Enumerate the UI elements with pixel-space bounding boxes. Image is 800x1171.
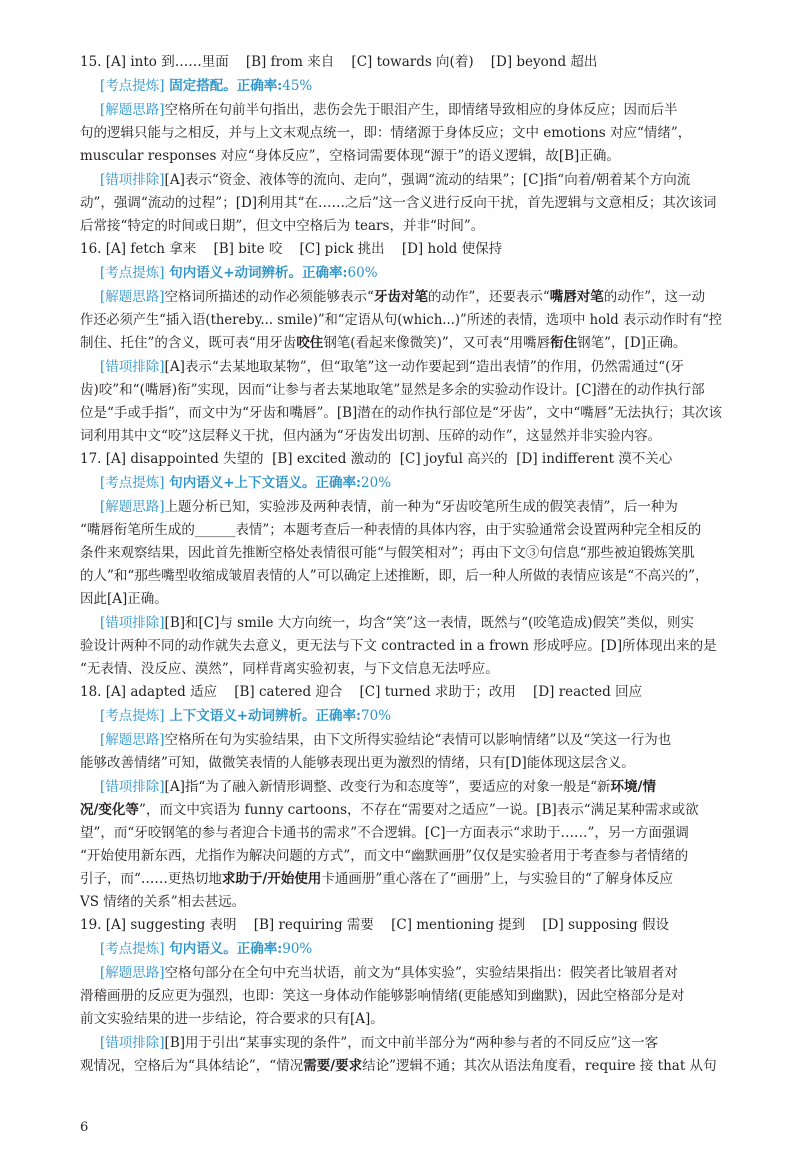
body-text: 验设计两种不同的动作就失去意义，更无法与下文 contracted in a frown 形成呼应。[D]所体现出来的是 <box>80 638 717 654</box>
body-text: 环境/情 <box>610 779 656 795</box>
label-text: [解题思路] <box>100 732 165 748</box>
body-text: 18. [A] adapted 适应 [B] catered 迎合 [C] turned 求助于；改用 [D] reacted 回应 <box>80 684 643 700</box>
body-text: 空格词所描述的动作必须能够表示“ <box>164 289 374 305</box>
label-text: 固定搭配。正确率: <box>164 78 283 94</box>
body-text: 句的逻辑只能与之相反，并与上文末观点统一，即：情绪源于身体反应；文中 emotions 对应“情绪”， <box>80 125 692 141</box>
body-text: 的动作”，这一动 <box>603 289 706 305</box>
body-text: 的动作”，还要表示“ <box>427 289 550 305</box>
body-text: [B]用于引出“某事实现的条件”，而文中前半部分为“两种参与者的不同反应”这一客 <box>164 1035 659 1051</box>
body-text: 15. [A] into 到……里面 [B] from 来自 [C] towards 向(着) [D] beyond 超出 <box>80 54 598 70</box>
body-text: 后常接“特定的时间或日期”，但文中空格后为 tears，并非“时间”。 <box>80 218 485 234</box>
label-text: [考点提炼] <box>100 708 165 724</box>
body-text: 条件来观察结果，因此首先推断空格处表情很可能“与假笑相对”；再由下文③句信息“那些被迫锻炼笑肌 <box>80 545 695 561</box>
body-text: 空格句部分在全句中充当状语，前文为“具体实验”，实验结果指出：假笑者比皱眉者对 <box>164 965 678 981</box>
body-text: 嘴唇对笔 <box>549 289 604 305</box>
label-text: 上下文语义+动词辨析。正确率: <box>164 708 362 724</box>
body-text: 求助于/开始使用 <box>221 871 322 887</box>
body-text: 位是“手或手指”，而文中为“牙齿和嘴唇”。[B]潜在的动作执行部位是“牙齿”，文中“嘴唇”无法执行；其次该 <box>80 405 723 421</box>
label-text: 句内语义。正确率: <box>164 941 283 957</box>
label-text: [错项排除] <box>100 359 165 375</box>
page-number: 6 <box>80 1120 89 1135</box>
body-text: 牙齿对笔 <box>373 289 428 305</box>
label-text: 70% <box>361 708 392 724</box>
label-text: 90% <box>282 941 313 957</box>
text-line <box>80 215 484 237</box>
body-text: [A]指“为了融入新情形调整、改变行为和态度等”，要适应的对象一般是“新 <box>164 779 611 795</box>
text-line <box>100 472 391 494</box>
body-text: 16. [A] fetch 拿来 [B] bite 咬 [C] pick 挑出 [D] hold 使保持 <box>80 241 503 257</box>
text-line <box>100 776 656 798</box>
body-text: 上题分析已知，实验涉及两种表情，前一种为“牙齿咬笔所生成的假笑表情”，后一种为 <box>164 499 678 515</box>
body-text: 空格所在句前半句指出，悲伤会先于眼泪产生，即情绪导致相应的身体反应；因而后半 <box>164 102 678 118</box>
body-text: 滑稽画册的反应更为强烈，也即：笑这一身体动作能够影响情绪(更能感知到幽默)，因此空格部分是对 <box>80 988 685 1004</box>
body-text: 19. [A] suggesting 表明 [B] requiring 需要 [C] mentioning 提到 [D] supposing 假设 <box>80 917 669 933</box>
body-text: 卡通画册”重心落在了“画册”上，与实验目的“了解身体反应 <box>321 871 673 887</box>
body-text: “开始使用新东西，尤指作为解决问题的方式”，而文中“幽默画册”仅仅是实验者用于考查参与者情绪的 <box>80 848 689 864</box>
text-line <box>80 425 661 447</box>
body-text: 望”，而“牙咬钢笔的参与者迎合卡通书的需求”不合逻辑。[C]一方面表示“求助于……”，另一方面强调 <box>80 825 689 841</box>
text-line <box>80 192 716 214</box>
body-text: [A]表示“去某地取某物”，但“取笔”这一动作要起到“造出表情”的作用，仍然需通过“(牙 <box>164 359 684 375</box>
label-text: 句内语义+上下文语义。正确率: <box>164 475 362 491</box>
text-line <box>80 1008 384 1030</box>
body-text: muscular responses 对应“身体反应”，空格词需要体现“源于”的语义逻辑，故[B]正确。 <box>80 148 620 164</box>
label-text: [解题思路] <box>100 965 165 981</box>
text-line <box>100 612 694 634</box>
text-line <box>80 51 597 73</box>
text-line <box>100 496 678 518</box>
body-text: 观情况，空格后为“具体结论”，“情况 <box>80 1058 304 1074</box>
text-line <box>80 309 722 331</box>
text-line <box>80 985 685 1007</box>
body-text: 齿)咬”和“(嘴唇)衔”实现，因而“让参与者去某地取笔”显然是多余的实验动作设计。[C]潜在的动作执行部 <box>80 382 705 398</box>
label-text: [解题思路] <box>100 102 165 118</box>
label-text: [错项排除] <box>100 1035 165 1051</box>
text-line <box>80 402 722 424</box>
body-text: 引子，而“……更热切地 <box>80 871 222 887</box>
text-line <box>80 1055 717 1077</box>
text-line <box>100 99 678 121</box>
body-text: 空格所在句为实验结果，由下文所得实验结论“表情可以影响情绪”以及“笑这一行为也 <box>164 732 672 748</box>
label-text: [解题思路] <box>100 289 165 305</box>
body-text: VS 情绪的关系”相去甚远。 <box>80 894 246 910</box>
label-text: 20% <box>361 475 392 491</box>
text-line <box>100 705 391 727</box>
body-text: 况/变化等 <box>80 802 139 818</box>
label-text: 60% <box>347 265 378 281</box>
label-text: [考点提炼] <box>100 78 165 94</box>
text-line <box>80 519 701 541</box>
label-text: [考点提炼] <box>100 265 165 281</box>
text-line <box>100 262 378 284</box>
body-text: 钢笔”，[D]正确。 <box>577 335 687 351</box>
text-line <box>100 75 312 97</box>
text-line <box>80 799 699 821</box>
text-line <box>80 891 245 913</box>
text-line <box>80 379 705 401</box>
text-line <box>80 122 691 144</box>
label-text: 45% <box>282 78 313 94</box>
text-line <box>80 565 709 587</box>
body-text: 前文实验结果的进一步结论，符合要求的只有[A]。 <box>80 1011 384 1027</box>
label-text: [错项排除] <box>100 779 165 795</box>
body-text: 词利用其中文“咬”这层释义干扰，但内涵为“牙齿发出切割、压碎的动作”，这显然并非实验内容。 <box>80 428 662 444</box>
text-line <box>80 822 689 844</box>
body-text: [A]表示“资金、液体等的流向、走向”，强调“流动的结果”；[C]指“向着/朝着某个方向流 <box>164 172 691 188</box>
text-line <box>100 356 684 378</box>
label-text: [错项排除] <box>100 615 165 631</box>
body-text: 钢笔(看起来像微笑)”，又可表“用嘴唇 <box>323 335 551 351</box>
label-text: [考点提炼] <box>100 475 165 491</box>
text-line <box>100 938 312 960</box>
text-line <box>80 868 673 890</box>
body-text: 结论”逻辑不通；其次从语法角度看，require 接 that 从句 <box>362 1058 717 1074</box>
text-line <box>80 238 502 260</box>
body-text: 17. [A] disappointed 失望的 [B] excited 激动的 [C] joyful 高兴的 [D] indifferent 漠不关心 <box>80 451 673 467</box>
body-text: 衔住 <box>550 335 578 351</box>
body-text: 咬住 <box>296 335 324 351</box>
text-line <box>100 962 678 984</box>
body-text: 制住、托住”的含义，既可表“用牙齿 <box>80 335 297 351</box>
text-line <box>80 681 642 703</box>
text-line <box>100 1032 658 1054</box>
text-line <box>80 914 669 936</box>
text-line <box>80 752 635 774</box>
text-line <box>100 169 690 191</box>
body-text: 因此[A]正确。 <box>80 591 168 607</box>
text-line <box>80 332 686 354</box>
body-text: [B]和[C]与 smile 大方向统一，均含“笑”这一表情，既然与“(咬笔造成)假笑”类似，则实 <box>164 615 694 631</box>
body-text: “嘴唇衔笔所生成的______表情”；本题考查后一种表情的具体内容，由于实验通常会设置两种完全相反的 <box>80 522 702 538</box>
text-line <box>100 729 671 751</box>
text-line <box>100 286 705 308</box>
text-line <box>80 658 499 680</box>
body-text: 动”，强调“流动的过程”；[D]利用其“在……之后”这一含义进行反向干扰，首先逻辑与文意相反；其次该词 <box>80 195 717 211</box>
body-text: 能够改善情绪”可知，做微笑表情的人能够表现出更为激烈的情绪，只有[D]能体现这层含义。 <box>80 755 635 771</box>
text-line <box>80 542 695 564</box>
text-line <box>80 635 717 657</box>
text-line <box>80 448 672 470</box>
body-text: 作还必须产生“插入语(thereby... smile)”和“定语从句(which...)”所述的表情，选项中 hold 表示动作时有“控 <box>80 312 723 328</box>
text-line <box>80 845 688 867</box>
text-line <box>80 145 620 167</box>
label-text: [考点提炼] <box>100 941 165 957</box>
label-text: 句内语义+动词辨析。正确率: <box>164 265 348 281</box>
text-line <box>80 588 168 610</box>
body-text: ”，而文中宾语为 funny cartoons，不存在“需要对之适应”一说。[B]表示“满足某种需求或欲 <box>138 802 699 818</box>
body-text: 需要/要求 <box>303 1058 363 1074</box>
label-text: [错项排除] <box>100 172 165 188</box>
body-text: “无表情、没反应、漠然”，同样背离实验初衷，与下文信息无法呼应。 <box>80 661 499 677</box>
label-text: [解题思路] <box>100 499 165 515</box>
body-text: 的人”和“那些嘴型收缩成皱眉表情的人”可以确定上述推断，即，后一种人所做的表情应该是“不高兴的”， <box>80 568 709 584</box>
